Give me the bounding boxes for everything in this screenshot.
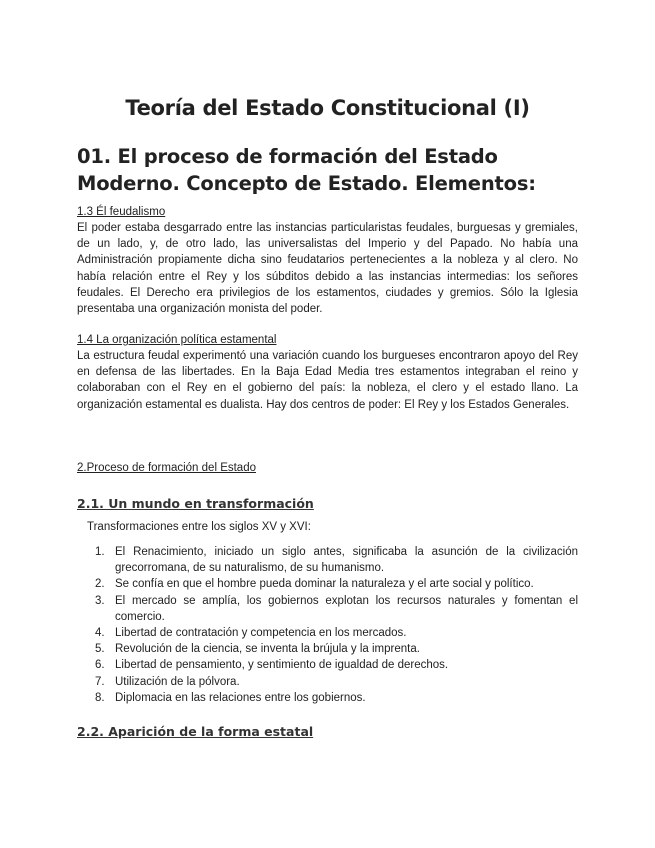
subtitle-proceso: 2.Proceso de formación del Estado	[77, 462, 256, 474]
list-item-number: 2.	[95, 578, 105, 591]
list-item-text: Se confía en que el hombre pueda dominar la naturaleza y el arte social y político.	[115, 578, 534, 591]
list-item-number: 4.	[95, 627, 105, 640]
list-item	[77, 690, 578, 706]
heading-transformacion: 2.1. Un mundo en transformación	[77, 496, 314, 511]
list-item-text: El mercado se amplía, los gobiernos explotan los recursos naturales y fomentan el comercio.	[115, 594, 578, 623]
paragraph-estamental: La estructura feudal experimentó una variación cuando los burgueses encontraron apoyo del Rey en defensa de las libertades. En la Baja Edad Media tres estamentos integraban el reino y colaboraban con el Rey en el gobierno del país: la nobleza, el clero y el estado llano. La organización estamental es dualista. Hay dos centros de poder: El Rey y los Estados Generales.	[77, 350, 578, 411]
heading-aparicion: 2.2. Aparición de la forma estatal	[77, 724, 314, 739]
paragraph-feudalismo: El poder estaba desgarrado entre las instancias particularistas feudales, burguesas y gremiales, de un lado, y, de otro lado, las universalistas del Imperio y del Papado. No había una Administración propiamente dicha sino feudatarios pertenecientes a la nobleza y al clero. No había relación entre el Rey y los súbditos debido a las instancias intermedias: los señores feudales. El Derecho era privilegios de los estamentos, ciudades y gremios. Sólo la Iglesia presentaba una organización monista del poder.	[77, 222, 578, 316]
section-heading: 01. El proceso de formación del Estado Moderno. Concepto de Estado. Elementos:	[77, 145, 536, 195]
transformations-list	[77, 544, 578, 706]
subtitle-feudalismo: 1.3 Él feudalismo	[77, 206, 166, 218]
list-item-number: 7.	[95, 675, 105, 688]
list-item	[77, 657, 578, 673]
list-item-text: Diplomacia en las relaciones entre los gobiernos.	[115, 691, 366, 704]
intro-transformaciones: Transformaciones entre los siglos XV y XVI:	[87, 521, 311, 533]
list-item	[77, 544, 578, 576]
list-item-text: Revolución de la ciencia, se inventa la brújula y la imprenta.	[115, 643, 420, 656]
list-item	[77, 641, 578, 657]
list-item	[77, 593, 578, 625]
list-item	[77, 625, 578, 641]
list-item-text: El Renacimiento, iniciado un siglo antes, significaba la asunción de la civilización grecorromana, de su naturalismo, de su humanismo.	[115, 546, 578, 575]
document-title: Teoría del Estado Constitucional (I)	[125, 96, 530, 120]
list-item	[77, 576, 578, 592]
subtitle-estamental: 1.4 La organización política estamental	[77, 334, 277, 346]
list-item-number: 8.	[95, 691, 105, 704]
list-item-text: Utilización de la pólvora.	[115, 675, 240, 688]
list-item-text: Libertad de contratación y competencia en los mercados.	[115, 627, 407, 640]
list-item-number: 5.	[95, 643, 105, 656]
list-item	[77, 674, 578, 690]
list-item-number: 6.	[95, 659, 105, 672]
list-item-number: 3.	[95, 594, 105, 607]
list-item-number: 1.	[95, 546, 105, 558]
list-item-text: Libertad de pensamiento, y sentimiento de igualdad de derechos.	[115, 659, 449, 672]
